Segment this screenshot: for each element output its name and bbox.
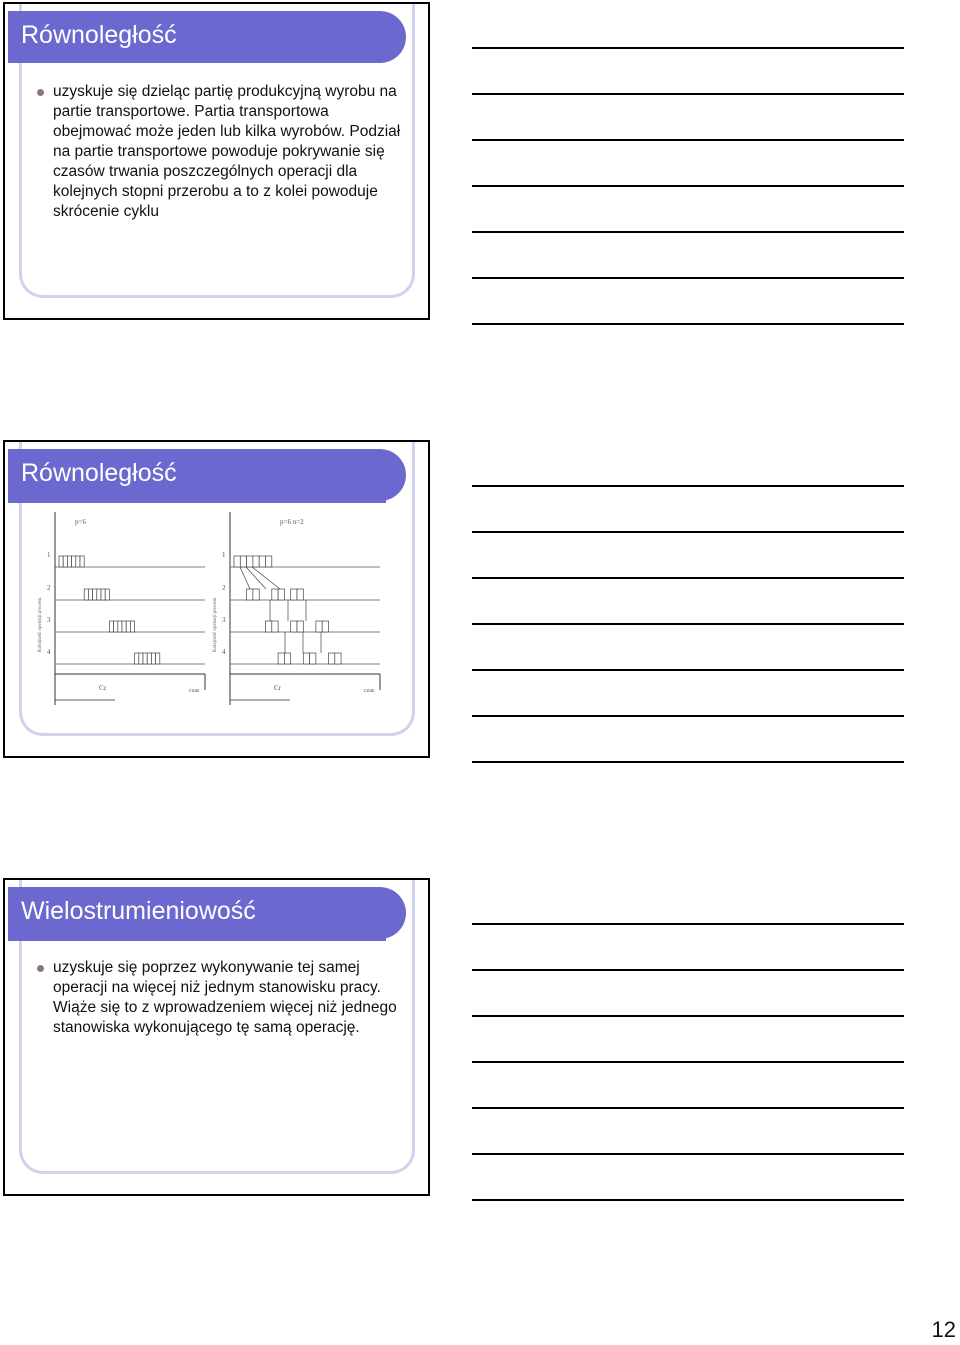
note-line [472, 277, 904, 279]
batch-cell [297, 589, 303, 600]
tick-label: 2 [47, 584, 51, 592]
slide-title: Równoległość [21, 21, 177, 49]
batch-cell [93, 589, 97, 600]
note-line [472, 1199, 904, 1201]
batch-cell [101, 589, 105, 600]
batch-cell [84, 589, 88, 600]
batch-cell [147, 653, 151, 664]
parallel-flow-diagram [38, 512, 385, 712]
batch-cell [139, 653, 143, 664]
batch-cell [297, 621, 303, 632]
bullet-icon [37, 965, 44, 972]
tick-label: 4 [47, 648, 51, 656]
x-axis-label: czas [364, 688, 375, 694]
note-line [472, 923, 904, 925]
tick-label: 2 [222, 584, 226, 592]
page-number: 12 [931, 1317, 956, 1342]
slide-body [53, 82, 405, 222]
notes-lines-2 [472, 485, 904, 807]
batch-cell [63, 556, 67, 567]
batch-cell [278, 653, 284, 664]
batch-cell [310, 653, 316, 664]
batch-cell [316, 621, 322, 632]
note-line [472, 623, 904, 625]
batch-cell [118, 621, 122, 632]
note-line [472, 1107, 904, 1109]
note-line [472, 1153, 904, 1155]
slide-title: Wielostrumieniowość [21, 897, 256, 925]
slide-1 [3, 2, 430, 320]
batch-cell [322, 621, 328, 632]
chart-top-label: p=6 [75, 518, 86, 526]
batch-cell [253, 589, 259, 600]
notes-lines-3 [472, 923, 904, 1245]
slide-body-text: uzyskuje się dzieląc partię produkcyjną wyrobu na partie transportowe. Partia transportowa obejmować może jeden lub kilka wyrobów. Podział na partie transportowe powoduje pokrywanie się czasów trwania poszczególnych operacji dla kolejnych stopni przerobu a to z kolei powoduje skrócenie cyklu [53, 83, 401, 220]
batch-cell [67, 556, 71, 567]
cycle-label: Cr [274, 684, 281, 692]
batch-cell [156, 653, 160, 664]
operation-batch [109, 621, 134, 632]
batch-cell [151, 653, 155, 664]
title-underline [8, 500, 386, 503]
note-line [472, 669, 904, 671]
batch-cell [126, 621, 130, 632]
batch-cell [335, 653, 341, 664]
batch-cell [234, 556, 240, 567]
batch-cell [135, 653, 139, 664]
batch-cell [253, 556, 259, 567]
tick-label: 1 [47, 551, 51, 559]
y-axis-label: Kolejność operacji procesu [213, 597, 218, 652]
transfer-line [240, 567, 250, 589]
note-line [472, 93, 904, 95]
batch-cell [97, 589, 101, 600]
bullet-icon [37, 89, 44, 96]
batch-cell [122, 621, 126, 632]
batch-cell [278, 589, 284, 600]
x-axis-label: czas [189, 688, 200, 694]
batch-cell [284, 653, 290, 664]
tick-label: 4 [222, 648, 226, 656]
batch-cell [72, 556, 76, 567]
operation-batch [135, 653, 160, 664]
note-line [472, 761, 904, 763]
batch-cell [259, 556, 265, 567]
operation-batch [84, 589, 109, 600]
batch-cell [80, 556, 84, 567]
batch-cell [130, 621, 134, 632]
batch-cell [266, 556, 272, 567]
note-line [472, 1061, 904, 1063]
batch-cell [272, 621, 278, 632]
notes-lines-1 [472, 47, 904, 369]
title-underline [8, 938, 386, 941]
y-axis-label: Kolejność operacji procesu [38, 597, 43, 652]
batch-cell [247, 589, 253, 600]
slide-body-text: uzyskuje się poprzez wykonywanie tej samej operacji na więcej niż jednym stanowisku pracy. Wiąże się to z wprowadzeniem więcej niż jednego stanowiska wykonującego tę samą operację. [53, 959, 397, 1036]
note-line [472, 969, 904, 971]
slide-title-bar [8, 887, 406, 939]
batch-cell [303, 653, 309, 664]
slide-2 [3, 440, 430, 758]
chart-parallel [213, 512, 380, 705]
note-line [472, 715, 904, 717]
note-line [472, 185, 904, 187]
tick-label: 3 [222, 616, 226, 624]
batch-cell [291, 621, 297, 632]
note-line [472, 139, 904, 141]
note-line [472, 1015, 904, 1017]
slide-title-bar [8, 449, 406, 501]
batch-cell [247, 556, 253, 567]
operation-batch [59, 556, 84, 567]
tick-label: 1 [222, 551, 226, 559]
batch-cell [109, 621, 113, 632]
cycle-label: Cc [99, 684, 107, 692]
tick-label: 3 [47, 616, 51, 624]
batch-cell [114, 621, 118, 632]
note-line [472, 47, 904, 49]
chart-top-label: p=6 n=2 [280, 518, 304, 526]
slide-title-bar [8, 11, 406, 63]
chart-sequential [38, 512, 205, 705]
batch-cell [272, 589, 278, 600]
slide-title: Równoległość [21, 459, 177, 487]
note-line [472, 323, 904, 325]
batch-cell [88, 589, 92, 600]
note-line [472, 231, 904, 233]
note-line [472, 531, 904, 533]
note-line [472, 577, 904, 579]
batch-cell [105, 589, 109, 600]
batch-cell [329, 653, 335, 664]
batch-cell [59, 556, 63, 567]
batch-cell [240, 556, 246, 567]
note-line [472, 485, 904, 487]
batch-cell [266, 621, 272, 632]
batch-cell [291, 589, 297, 600]
slide-3 [3, 878, 430, 1196]
slide-body [53, 958, 405, 1038]
batch-cell [143, 653, 147, 664]
batch-cell [76, 556, 80, 567]
